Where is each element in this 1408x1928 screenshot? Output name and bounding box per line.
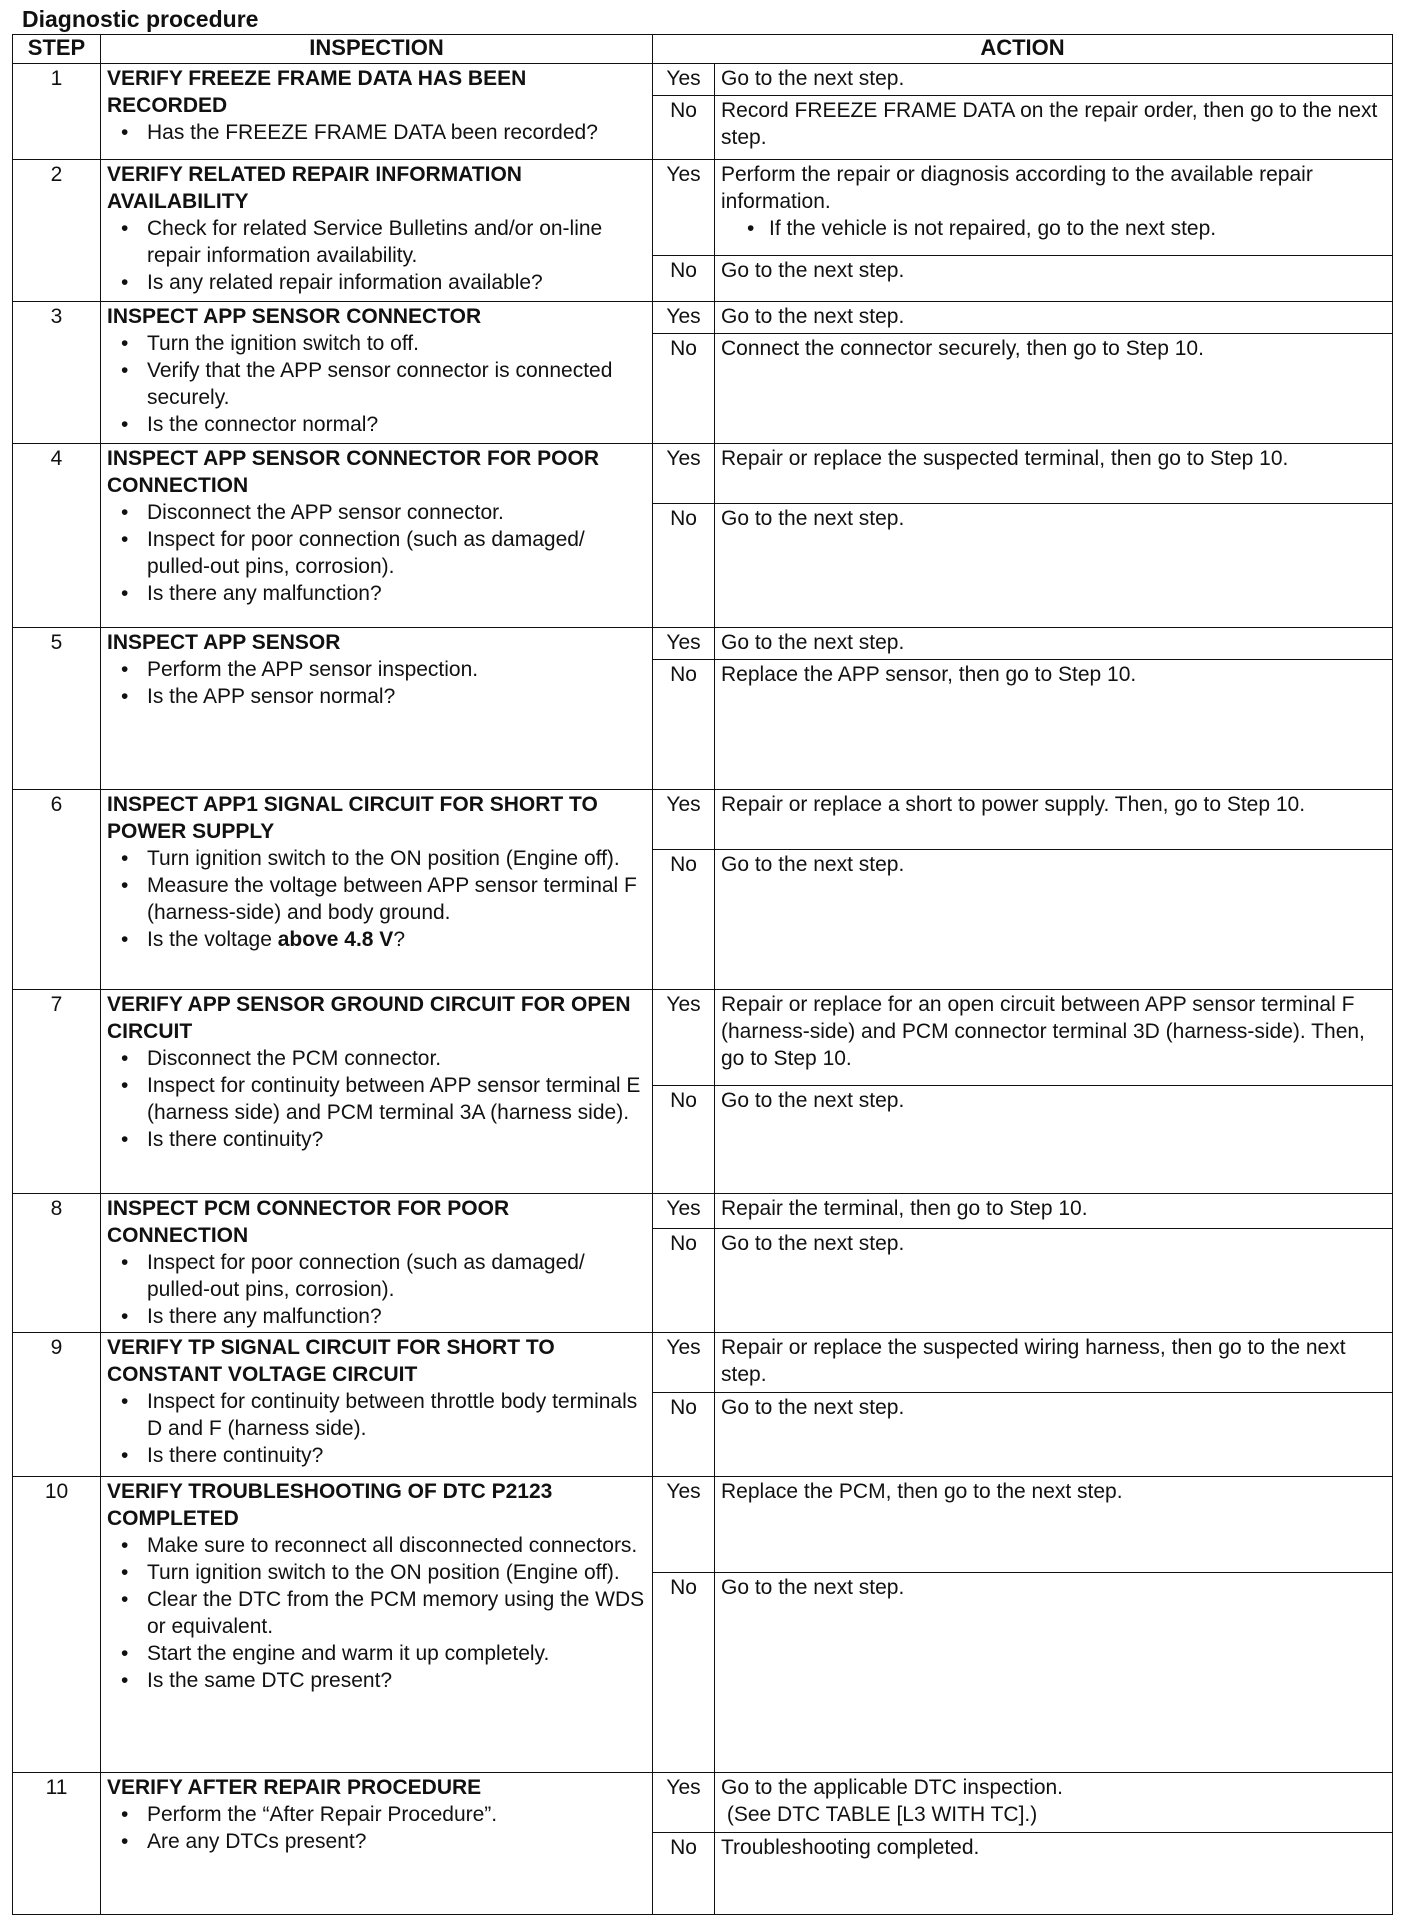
no-action-text: Go to the next step. [721, 507, 905, 530]
inspection-cell [101, 64, 653, 160]
bullet-text: Turn the ignition switch to off. [147, 332, 419, 355]
no-label: No [653, 256, 715, 302]
inspection-bullet [147, 1801, 646, 1828]
inspection-bullet [147, 1045, 646, 1072]
bullet-text: Clear the DTC from the PCM memory using the WDS or equivalent. [147, 1588, 645, 1638]
step-number: 8 [13, 1194, 101, 1333]
no-label: No [653, 1573, 715, 1773]
yes-action [715, 1194, 1393, 1229]
yes-label: Yes [653, 990, 715, 1086]
inspection-cell [101, 1333, 653, 1477]
inspection-bullet [147, 119, 646, 146]
inspection-bullets [107, 1045, 646, 1153]
table-row [13, 1477, 1393, 1573]
no-action [715, 1086, 1393, 1194]
yes-label: Yes [653, 444, 715, 504]
yes-label: Yes [653, 628, 715, 660]
no-label: No [653, 1393, 715, 1477]
inspection-bullet [147, 1126, 646, 1153]
bullet-text: Disconnect the APP sensor connector. [147, 501, 504, 524]
no-action-text: Go to the next step. [721, 1396, 905, 1419]
table-row [13, 628, 1393, 660]
no-action-text: Go to the next step. [721, 1231, 905, 1255]
bullet-text: Inspect for continuity between APP sensor terminal E (harness side) and PCM terminal 3A (harness side). [147, 1074, 641, 1124]
step-number: 7 [13, 990, 101, 1194]
bullet-text: Measure the voltage between APP sensor terminal F (harness-side) and body ground. [147, 874, 637, 924]
inspection-bullets [107, 499, 646, 607]
inspection-title: VERIFY TROUBLESHOOTING OF DTC P2123 COMPLETED [107, 1480, 553, 1530]
yes-label: Yes [653, 1773, 715, 1833]
inspection-bullet [147, 1559, 646, 1586]
bullet-text: Is there continuity? [147, 1128, 324, 1151]
inspection-bullet [147, 1249, 646, 1303]
bullet-text: Inspect for poor connection (such as damaged/ pulled-out pins, corrosion). [147, 1251, 585, 1301]
yes-action-text: Go to the next step. [721, 67, 905, 90]
bullet-text: Perform the “After Repair Procedure”. [147, 1803, 498, 1826]
inspection-cell [101, 628, 653, 790]
bullet-text: Is there any malfunction? [147, 1305, 382, 1328]
no-label: No [653, 1228, 715, 1332]
no-action [715, 1228, 1393, 1332]
inspection-title: INSPECT APP SENSOR [107, 631, 341, 654]
inspection-title: INSPECT PCM CONNECTOR FOR POOR CONNECTION [107, 1197, 510, 1247]
yes-label: Yes [653, 1194, 715, 1229]
yes-action-bullets [721, 215, 1386, 242]
yes-label: Yes [653, 1477, 715, 1573]
no-action-text: Go to the next step. [721, 1089, 905, 1112]
inspection-bullets [107, 119, 646, 146]
bullet-text: Is the connector normal? [147, 413, 379, 436]
table-row [13, 990, 1393, 1086]
yes-action-text: Repair or replace a short to power supply. Then, go to Step 10. [721, 793, 1306, 816]
no-action-text: Go to the next step. [721, 1576, 905, 1599]
no-label: No [653, 660, 715, 790]
yes-label: Yes [653, 160, 715, 256]
bullet-text: Turn ignition switch to the ON position (Engine off). [147, 1561, 620, 1584]
no-action [715, 1573, 1393, 1773]
yes-action-reference: (See DTC TABLE [L3 WITH TC].) [721, 1803, 1038, 1826]
bullet-emphasis: above 4.8 V [277, 928, 394, 951]
no-action-text: Go to the next step. [721, 853, 905, 876]
yes-label: Yes [653, 302, 715, 334]
inspection-cell [101, 1194, 653, 1333]
column-header-action: ACTION [653, 35, 1393, 64]
inspection-bullet [147, 1442, 646, 1469]
inspection-bullet [147, 1586, 646, 1640]
bullet-text: Is the voltage [147, 928, 278, 951]
bullet-text: Verify that the APP sensor connector is connected securely. [147, 359, 613, 409]
no-action [715, 660, 1393, 790]
inspection-bullet [147, 580, 646, 607]
bullet-text: Check for related Service Bulletins and/or on-line repair information availability. [147, 217, 603, 267]
yes-action-text: Replace the PCM, then go to the next step. [721, 1480, 1123, 1503]
inspection-bullet [147, 872, 646, 926]
inspection-bullets [107, 656, 646, 710]
no-action-text: Record FREEZE FRAME DATA on the repair order, then go to the next step. [721, 99, 1378, 149]
inspection-bullet [147, 357, 646, 411]
yes-label: Yes [653, 1333, 715, 1393]
table-header-row [13, 35, 1393, 64]
document-page [12, 4, 1392, 1915]
inspection-bullets [107, 1388, 646, 1469]
no-action [715, 504, 1393, 628]
inspection-bullets [107, 845, 646, 953]
inspection-title: VERIFY RELATED REPAIR INFORMATION AVAILABILITY [107, 163, 522, 213]
table-row [13, 302, 1393, 334]
inspection-bullet [147, 1667, 646, 1694]
inspection-cell [101, 1477, 653, 1773]
inspection-title: VERIFY FREEZE FRAME DATA HAS BEEN RECORDED [107, 67, 527, 117]
inspection-cell [101, 160, 653, 302]
inspection-bullet [147, 1388, 646, 1442]
inspection-bullet [147, 683, 646, 710]
yes-action-text: Repair the terminal, then go to Step 10. [721, 1197, 1088, 1220]
table-body [13, 64, 1393, 1915]
inspection-cell [101, 302, 653, 444]
bullet-text: Is any related repair information available? [147, 271, 543, 294]
inspection-bullet [147, 845, 646, 872]
diagnostic-table [12, 34, 1393, 1915]
inspection-bullet [147, 269, 646, 296]
step-number: 10 [13, 1477, 101, 1773]
inspection-title: INSPECT APP SENSOR CONNECTOR [107, 305, 482, 328]
step-number: 4 [13, 444, 101, 628]
inspection-title: INSPECT APP1 SIGNAL CIRCUIT FOR SHORT TO POWER SUPPLY [107, 793, 598, 843]
yes-label: Yes [653, 64, 715, 96]
bullet-text: Turn ignition switch to the ON position (Engine off). [147, 847, 620, 870]
inspection-bullet [147, 1828, 646, 1855]
inspection-bullet [147, 526, 646, 580]
yes-action [715, 1333, 1393, 1393]
yes-action-text: Go to the applicable DTC inspection. [721, 1776, 1064, 1799]
table-row [13, 444, 1393, 504]
bullet-text: Start the engine and warm it up completely. [147, 1642, 550, 1665]
table-row [13, 1333, 1393, 1393]
inspection-bullet [147, 215, 646, 269]
inspection-bullet [147, 1532, 646, 1559]
inspection-bullet [147, 1072, 646, 1126]
bullet-text: Make sure to reconnect all disconnected connectors. [147, 1534, 638, 1557]
bullet-text: Is the same DTC present? [147, 1669, 393, 1692]
yes-action-text: Go to the next step. [721, 305, 905, 328]
inspection-bullets [107, 1801, 646, 1855]
yes-label: Yes [653, 790, 715, 850]
no-action [715, 1833, 1393, 1915]
yes-action [715, 628, 1393, 660]
table-row [13, 64, 1393, 96]
yes-action [715, 444, 1393, 504]
no-label: No [653, 1086, 715, 1194]
bullet-suffix: ? [393, 928, 405, 951]
inspection-bullets [107, 215, 646, 296]
no-action-text: Go to the next step. [721, 259, 905, 282]
bullet-text: Perform the APP sensor inspection. [147, 658, 479, 681]
bullet-text: Is there any malfunction? [147, 582, 382, 605]
inspection-title: VERIFY TP SIGNAL CIRCUIT FOR SHORT TO CONSTANT VOLTAGE CIRCUIT [107, 1336, 555, 1386]
inspection-cell [101, 444, 653, 628]
bullet-text: Is the APP sensor normal? [147, 685, 396, 708]
yes-action-text: Go to the next step. [721, 631, 905, 654]
page-title: Diagnostic procedure [22, 6, 259, 32]
inspection-bullet [147, 926, 646, 953]
step-number: 6 [13, 790, 101, 990]
inspection-title: VERIFY APP SENSOR GROUND CIRCUIT FOR OPEN CIRCUIT [107, 993, 631, 1043]
inspection-bullet [147, 1303, 646, 1330]
bullet-text: Inspect for continuity between throttle body terminals D and F (harness side). [147, 1390, 638, 1440]
step-number: 11 [13, 1773, 101, 1915]
bullet-text: Inspect for poor connection (such as damaged/ pulled-out pins, corrosion). [147, 528, 585, 578]
step-number: 2 [13, 160, 101, 302]
no-action [715, 1393, 1393, 1477]
column-header-inspection: INSPECTION [101, 35, 653, 64]
no-label: No [653, 504, 715, 628]
no-action [715, 334, 1393, 444]
yes-action-text: Repair or replace the suspected wiring harness, then go to the next step. [721, 1336, 1346, 1386]
yes-action [715, 160, 1393, 256]
table-row [13, 1194, 1393, 1229]
no-action [715, 850, 1393, 990]
no-action [715, 256, 1393, 302]
inspection-bullets [107, 330, 646, 438]
inspection-bullet [147, 656, 646, 683]
step-number: 3 [13, 302, 101, 444]
yes-action [715, 1477, 1393, 1573]
yes-action [715, 302, 1393, 334]
yes-action [715, 1773, 1393, 1833]
yes-action-text: Repair or replace for an open circuit between APP sensor terminal F (harness-side) and PCM connector terminal 3D (harness-side). Then, go to Step 10. [721, 993, 1365, 1070]
no-action-text: Connect the connector securely, then go to Step 10. [721, 337, 1204, 360]
bullet-text: Has the FREEZE FRAME DATA been recorded? [147, 121, 598, 144]
inspection-bullet [147, 411, 646, 438]
no-label: No [653, 334, 715, 444]
step-number: 1 [13, 64, 101, 160]
no-label: No [653, 850, 715, 990]
bullet-text: Are any DTCs present? [147, 1830, 367, 1853]
inspection-bullet [147, 499, 646, 526]
column-header-step: STEP [13, 35, 101, 64]
bullet-text: Disconnect the PCM connector. [147, 1047, 442, 1070]
yes-action-bullet [769, 215, 1386, 242]
inspection-bullet [147, 330, 646, 357]
bullet-text: Is there continuity? [147, 1444, 324, 1467]
yes-action-text: Repair or replace the suspected terminal, then go to Step 10. [721, 447, 1289, 470]
yes-action [715, 64, 1393, 96]
inspection-title: VERIFY AFTER REPAIR PROCEDURE [107, 1776, 482, 1799]
yes-action-text: Perform the repair or diagnosis according to the available repair information. [721, 163, 1313, 213]
no-action-text: Replace the APP sensor, then go to Step 10. [721, 663, 1137, 686]
yes-action-bullet-text: If the vehicle is not repaired, go to the next step. [769, 217, 1217, 240]
step-number: 5 [13, 628, 101, 790]
inspection-cell [101, 1773, 653, 1915]
no-label: No [653, 96, 715, 160]
inspection-cell [101, 990, 653, 1194]
inspection-title: INSPECT APP SENSOR CONNECTOR FOR POOR CONNECTION [107, 447, 600, 497]
inspection-bullets [107, 1532, 646, 1694]
table-row [13, 790, 1393, 850]
table-row [13, 160, 1393, 256]
inspection-cell [101, 790, 653, 990]
step-number: 9 [13, 1333, 101, 1477]
inspection-bullets [107, 1249, 646, 1330]
no-action [715, 96, 1393, 160]
inspection-bullet [147, 1640, 646, 1667]
no-action-text: Troubleshooting completed. [721, 1836, 980, 1859]
table-row [13, 1773, 1393, 1833]
no-label: No [653, 1833, 715, 1915]
yes-action [715, 790, 1393, 850]
yes-action [715, 990, 1393, 1086]
